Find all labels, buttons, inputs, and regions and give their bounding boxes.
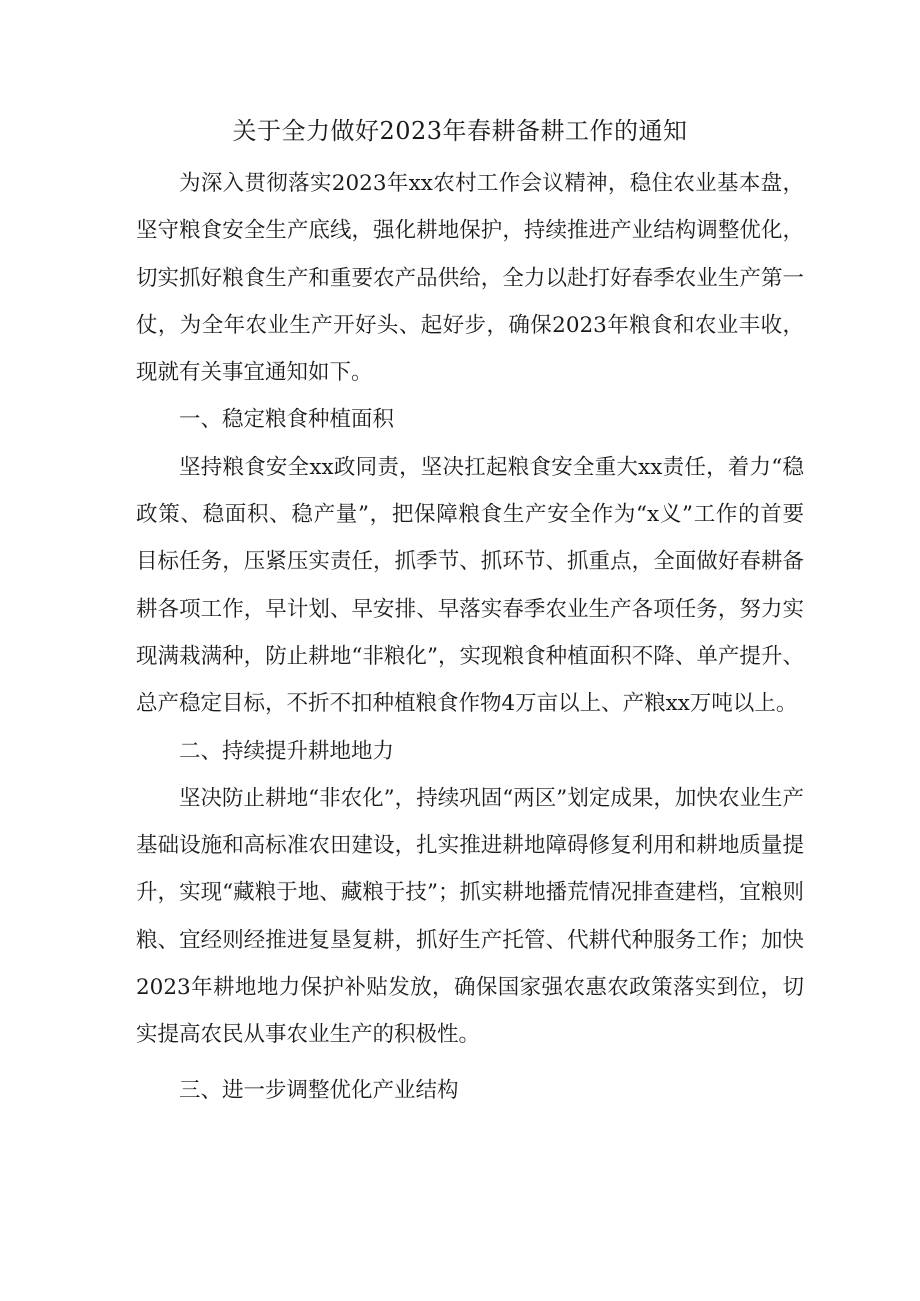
intro-paragraph: 为深入贯彻落实2023年xx农村工作会议精神，稳住农业基本盘，坚守粮食安全生产底线，强化耕地保护，持续推进产业结构调整优化，切实抓好粮食生产和重要农产品供给，全力以赴打好春季农业生产第一仗，为全年农业生产开好头、起好步，确保2023年粮食和农业丰收，现就有关事宜通知如下。 bbox=[136, 171, 804, 386]
section-paragraph-1: 坚持粮食安全xx政同责，坚决扛起粮食安全重大xx责任，着力“稳政策、稳面积、稳产量”，把保障粮食生产安全作为“x义”工作的首要目标任务，压紧压实责任，抓季节、抓环节、抓重点，全面做好春耕备耕各项工作，早计划、早安排、早落实春季农业生产各项任务，努力实现满栽满种，防止耕地“非粮化”，实现粮食种植面积不降、单产提升、总产稳定目标，不折不扣种植粮食作物4万亩以上、产粮xx万吨以上。 bbox=[136, 454, 804, 717]
section-gap bbox=[136, 1059, 804, 1067]
section-heading-2: 二、持续提升耕地地力 bbox=[179, 738, 395, 764]
section-heading-1: 一、稳定粮食种植面积 bbox=[179, 407, 395, 433]
section-paragraph-2: 坚决防止耕地“非农化”，持续巩固“两区”划定成果，加快农业生产基础设施和高标准农田建设，扎实推进耕地障碍修复利用和耕地质量提升，实现“藏粮于地、藏粮于技”；抓实耕地播荒情况排查建档，宜粮则粮、宜经则经推进复垦复耕，抓好生产托管、代耕代种服务工作；加快2023年耕地地力保护补贴发放，确保国家强农惠农政策落实到位，切实提高农民从事农业生产的积极性。 bbox=[136, 785, 804, 1048]
section-heading-3: 三、进一步调整优化产业结构 bbox=[179, 1077, 459, 1103]
document-body bbox=[136, 160, 804, 1114]
document-title: 关于全力做好2023年春耕备耕工作的通知 bbox=[232, 117, 688, 145]
